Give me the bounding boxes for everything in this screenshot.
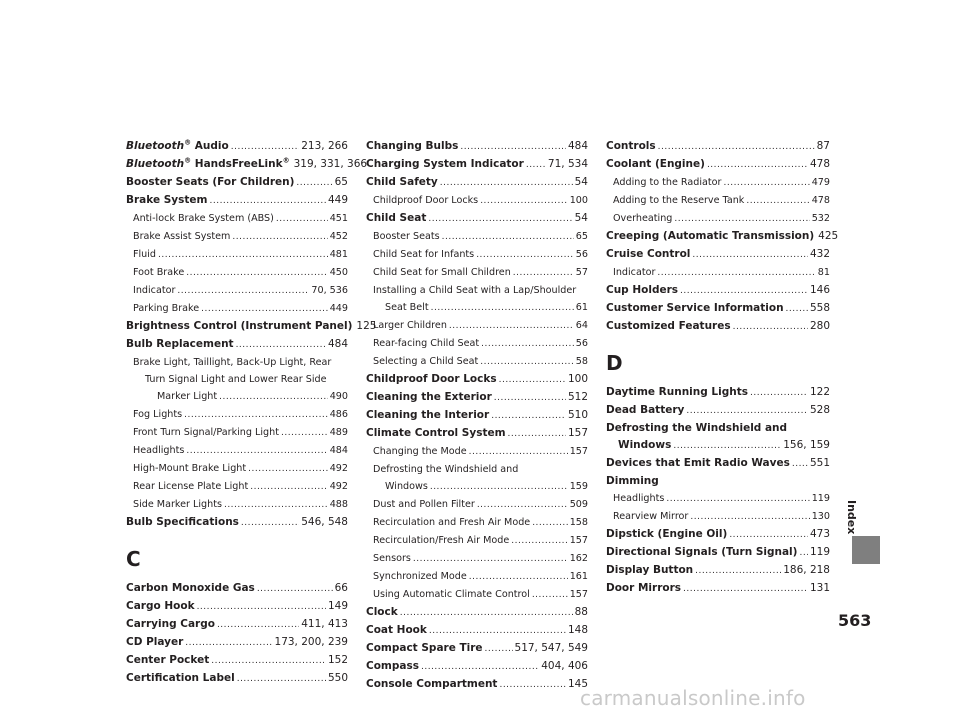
index-entry xyxy=(126,670,348,688)
index-entry xyxy=(366,604,588,622)
entry-title: Booster Seats (For Children) xyxy=(126,176,295,188)
entry-title: Cruise Control xyxy=(606,248,691,260)
entry-pages: 550 xyxy=(327,672,348,684)
section-letter-d: D xyxy=(606,351,623,375)
entry-pages: 70, 536 xyxy=(311,285,348,296)
entry-pages: 484 xyxy=(327,338,348,350)
entry-title: Bulb Specifications xyxy=(126,516,239,528)
entry-title: Climate Control System xyxy=(366,427,506,439)
entry-pages: 87 xyxy=(816,140,830,152)
index-subentry xyxy=(366,246,588,264)
entry-title: Audio xyxy=(191,140,229,152)
entry-title: Console Compartment xyxy=(366,678,498,690)
entry-title: Door Mirrors xyxy=(606,582,682,594)
index-subentry xyxy=(606,490,830,508)
registered-mark: ® xyxy=(184,138,192,147)
index-entry xyxy=(366,174,588,192)
entry-title: Controls xyxy=(606,140,656,152)
entry-title: HandsFreeLink xyxy=(191,158,283,170)
entry-title: Certification Label xyxy=(126,672,235,684)
index-entry xyxy=(606,526,830,544)
entry-pages: 489 xyxy=(329,427,348,438)
index-subentry xyxy=(366,550,588,568)
entry-pages: 65 xyxy=(575,231,588,242)
entry-pages: 81 xyxy=(817,267,830,278)
entry-title: Recirculation and Fresh Air Mode xyxy=(373,517,531,528)
entry-title: Cleaning the Exterior xyxy=(366,391,492,403)
entry-title: Cleaning the Interior xyxy=(366,409,490,421)
entry-pages: 54 xyxy=(574,176,588,188)
index-subentry xyxy=(366,228,588,246)
entry-pages: 450 xyxy=(329,267,348,278)
index-subentry xyxy=(126,228,348,246)
entry-title: Larger Children xyxy=(373,320,447,331)
entry-pages: 425 xyxy=(818,230,839,242)
entry-pages: 451 xyxy=(329,213,348,224)
entry-title: Changing the Mode xyxy=(373,446,467,457)
entry-pages: 130 xyxy=(811,511,830,522)
index-entry xyxy=(606,300,830,318)
entry-pages: 432 xyxy=(809,248,830,260)
index-column-2 xyxy=(366,138,588,694)
entry-title: Sensors xyxy=(373,553,411,564)
index-subentry xyxy=(126,496,348,514)
entry-title: Fog Lights xyxy=(133,409,183,420)
page-number: 563 xyxy=(838,611,872,630)
index-subentry-line: Installing a Child Seat with a Lap/Shoulder xyxy=(373,285,577,296)
index-subentry xyxy=(366,335,588,353)
entry-title: Dust and Pollen Filter xyxy=(373,499,475,510)
index-entry xyxy=(366,210,588,228)
entry-title: Directional Signals (Turn Signal) xyxy=(606,546,798,558)
entry-pages: 173, 200, 239 xyxy=(274,636,348,648)
index-entry xyxy=(126,634,348,652)
entry-pages: 517, 547, 549 xyxy=(514,642,588,654)
entry-pages: 54 xyxy=(574,212,588,224)
entry-title: Rear License Plate Light xyxy=(133,481,249,492)
index-entry xyxy=(366,676,588,694)
entry-pages: 119 xyxy=(809,546,830,558)
entry-pages: 319, 331, 366 xyxy=(293,158,368,170)
entry-pages: 157 xyxy=(567,427,588,439)
entry-pages: 65 xyxy=(334,176,348,188)
entry-title: Compact Spare Tire xyxy=(366,642,483,654)
entry-pages: 157 xyxy=(569,446,588,457)
index-entry xyxy=(606,437,830,455)
entry-title: Carrying Cargo xyxy=(126,618,215,630)
entry-title: Selecting a Child Seat xyxy=(373,356,479,367)
entry-title: Devices that Emit Radio Waves xyxy=(606,457,790,469)
index-subentry xyxy=(606,192,830,210)
index-subentry xyxy=(366,192,588,210)
entry-title: Child Seat for Small Children xyxy=(373,267,511,278)
index-subentry xyxy=(606,264,830,282)
index-entry xyxy=(366,371,588,389)
entry-pages: 186, 218 xyxy=(783,564,830,576)
entry-title: Center Pocket xyxy=(126,654,210,666)
index-subentry xyxy=(366,353,588,371)
entry-title: Parking Brake xyxy=(133,303,200,314)
entry-title: Windows xyxy=(385,481,428,492)
entry-pages: 484 xyxy=(567,140,588,152)
entry-pages: 481 xyxy=(329,249,348,260)
index-entry xyxy=(366,640,588,658)
entry-title: High-Mount Brake Light xyxy=(133,463,247,474)
index-subentry xyxy=(126,460,348,478)
index-subentry xyxy=(366,264,588,282)
index-side-tab-marker xyxy=(852,536,880,564)
index-entry xyxy=(126,580,348,598)
watermark: carmanualsonline.info xyxy=(580,686,806,710)
entry-title: Adding to the Reserve Tank xyxy=(613,195,745,206)
entry-pages: 149 xyxy=(327,600,348,612)
index-entry xyxy=(126,336,348,354)
index-subentry xyxy=(126,210,348,228)
index-subentry-line: Brake Light, Taillight, Back-Up Light, Rear xyxy=(133,357,332,368)
entry-pages: 61 xyxy=(575,302,588,313)
index-subentry xyxy=(366,299,588,317)
index-entry xyxy=(366,389,588,407)
entry-pages: 56 xyxy=(575,338,588,349)
entry-title: Adding to the Radiator xyxy=(613,177,722,188)
entry-title: Marker Light xyxy=(157,391,218,402)
entry-title: Rear-facing Child Seat xyxy=(373,338,480,349)
index-subentry xyxy=(606,508,830,526)
entry-pages: 157 xyxy=(569,535,588,546)
index-subentry-line: Turn Signal Light and Lower Rear Side xyxy=(145,374,327,385)
index-subentry xyxy=(126,406,348,424)
registered-mark: ® xyxy=(184,156,192,165)
index-subentry xyxy=(126,478,348,496)
entry-title: Compass xyxy=(366,660,419,672)
entry-title: Child Safety xyxy=(366,176,438,188)
index-subentry xyxy=(366,586,588,604)
index-subentry xyxy=(366,496,588,514)
entry-pages: 512 xyxy=(567,391,588,403)
entry-title: Cargo Hook xyxy=(126,600,195,612)
index-entry xyxy=(606,156,830,174)
entry-pages: 449 xyxy=(327,194,348,206)
entry-title: Booster Seats xyxy=(373,231,440,242)
entry-title: Customized Features xyxy=(606,320,731,332)
entry-pages: 532 xyxy=(811,213,830,224)
entry-pages: 56 xyxy=(575,249,588,260)
entry-pages: 509 xyxy=(569,499,588,510)
entry-title: Headlights xyxy=(133,445,185,456)
index-entry xyxy=(126,514,348,532)
entry-pages: 146 xyxy=(809,284,830,296)
entry-title: Changing Bulbs xyxy=(366,140,459,152)
entry-pages: 411, 413 xyxy=(301,618,348,630)
entry-title: Brake Assist System xyxy=(133,231,231,242)
index-side-tab-label: Index xyxy=(845,500,858,535)
entry-title: Anti-lock Brake System (ABS) xyxy=(133,213,274,224)
entry-pages: 558 xyxy=(809,302,830,314)
entry-pages: 119 xyxy=(811,493,830,504)
entry-title: CD Player xyxy=(126,636,184,648)
index-entry xyxy=(366,425,588,443)
index-subentry xyxy=(366,514,588,532)
index-subentry xyxy=(366,478,588,496)
index-subentry xyxy=(606,174,830,192)
entry-pages: 152 xyxy=(327,654,348,666)
index-subentry xyxy=(366,532,588,550)
entry-pages: 478 xyxy=(811,195,830,206)
entry-title: Seat Belt xyxy=(385,302,429,313)
index-entry xyxy=(366,156,588,174)
index-entry xyxy=(126,652,348,670)
index-subentry xyxy=(366,317,588,335)
index-entry xyxy=(606,138,830,156)
entry-pages: 156, 159 xyxy=(783,439,830,451)
index-entry xyxy=(126,192,348,210)
entry-title: Foot Brake xyxy=(133,267,185,278)
entry-pages: 449 xyxy=(329,303,348,314)
entry-pages: 58 xyxy=(575,356,588,367)
entry-pages: 158 xyxy=(569,517,588,528)
entry-pages: 125 xyxy=(356,320,377,332)
entry-title: Daytime Running Lights xyxy=(606,386,748,398)
entry-title: Dead Battery xyxy=(606,404,685,416)
entry-pages: 452 xyxy=(329,231,348,242)
entry-title: Indicator xyxy=(613,267,656,278)
entry-title: Clock xyxy=(366,606,398,618)
index-entry xyxy=(366,138,588,156)
index-subentry xyxy=(126,264,348,282)
index-subentry xyxy=(366,443,588,461)
registered-mark: ® xyxy=(282,156,290,165)
entry-title: Rearview Mirror xyxy=(613,511,689,522)
entry-pages: 131 xyxy=(809,582,830,594)
index-column-1 xyxy=(126,138,377,688)
index-entry xyxy=(606,402,830,420)
entry-pages: 486 xyxy=(329,409,348,420)
entry-title: Bulb Replacement xyxy=(126,338,234,350)
index-entry xyxy=(126,138,348,156)
entry-pages: 479 xyxy=(811,177,830,188)
index-column-3 xyxy=(606,138,839,598)
index-entry xyxy=(606,228,839,246)
entry-pages: 157 xyxy=(569,589,588,600)
entry-pages: 145 xyxy=(567,678,588,690)
entry-pages: 66 xyxy=(334,582,348,594)
index-entry xyxy=(126,598,348,616)
entry-pages: 57 xyxy=(575,267,588,278)
entry-pages: 280 xyxy=(809,320,830,332)
entry-title: Childproof Door Locks xyxy=(373,195,479,206)
index-entry xyxy=(366,658,588,676)
entry-title: Synchronized Mode xyxy=(373,571,467,582)
entry-title: Childproof Door Locks xyxy=(366,373,497,385)
index-subentry xyxy=(126,424,348,442)
index-subentry xyxy=(126,246,348,264)
entry-pages: 490 xyxy=(329,391,348,402)
entry-title: Windows xyxy=(618,439,672,451)
index-subentry xyxy=(126,300,348,318)
index-subentry xyxy=(366,568,588,586)
index-subentry xyxy=(126,442,348,460)
index-entry xyxy=(126,174,348,192)
entry-pages: 122 xyxy=(809,386,830,398)
entry-title: Brake System xyxy=(126,194,208,206)
index-entry xyxy=(366,622,588,640)
index-entry xyxy=(126,318,377,336)
entry-title: Cup Holders xyxy=(606,284,679,296)
entry-pages: 492 xyxy=(329,481,348,492)
entry-title: Coolant (Engine) xyxy=(606,158,705,170)
entry-pages: 546, 548 xyxy=(301,516,348,528)
entry-pages: 159 xyxy=(569,481,588,492)
entry-pages: 162 xyxy=(569,553,588,564)
entry-title: Charging System Indicator xyxy=(366,158,524,170)
index-entry xyxy=(606,318,830,336)
entry-pages: 148 xyxy=(567,624,588,636)
index-subentry xyxy=(126,282,348,300)
index-entry xyxy=(606,455,830,473)
index-entry xyxy=(126,616,348,634)
entry-title: Recirculation/Fresh Air Mode xyxy=(373,535,510,546)
index-entry xyxy=(606,246,830,264)
entry-title: Customer Service Information xyxy=(606,302,784,314)
index-entry xyxy=(606,544,830,562)
entry-title: Child Seat xyxy=(366,212,427,224)
entry-title: Bluetooth xyxy=(126,158,185,170)
index-entry-line: Defrosting the Windshield and xyxy=(606,422,788,434)
entry-pages: 492 xyxy=(329,463,348,474)
entry-pages: 213, 266 xyxy=(301,140,348,152)
section-letter-c: C xyxy=(126,547,141,571)
entry-pages: 404, 406 xyxy=(541,660,588,672)
entry-pages: 551 xyxy=(809,457,830,469)
entry-pages: 88 xyxy=(574,606,588,618)
entry-title: Creeping (Automatic Transmission) xyxy=(606,230,815,242)
index-subentry xyxy=(126,388,348,406)
entry-title: Child Seat for Infants xyxy=(373,249,475,260)
index-entry xyxy=(126,156,368,174)
entry-pages: 64 xyxy=(575,320,588,331)
entry-pages: 473 xyxy=(809,528,830,540)
index-entry xyxy=(606,562,830,580)
index-subentry-line: Defrosting the Windshield and xyxy=(373,464,519,475)
entry-title: Indicator xyxy=(133,285,176,296)
entry-pages: 488 xyxy=(329,499,348,510)
entry-title: Overheating xyxy=(613,213,673,224)
index-entry xyxy=(606,580,830,598)
index-subentry xyxy=(606,210,830,228)
entry-title: Fluid xyxy=(133,249,157,260)
entry-pages: 510 xyxy=(567,409,588,421)
entry-title: Using Automatic Climate Control xyxy=(373,589,530,600)
entry-title: Dipstick (Engine Oil) xyxy=(606,528,728,540)
entry-title: Front Turn Signal/Parking Light xyxy=(133,427,279,438)
index-entry xyxy=(606,282,830,300)
entry-title: Carbon Monoxide Gas xyxy=(126,582,255,594)
entry-pages: 528 xyxy=(809,404,830,416)
index-entry-line: Dimming xyxy=(606,475,659,487)
entry-pages: 484 xyxy=(329,445,348,456)
entry-title: Brightness Control (Instrument Panel) xyxy=(126,320,353,332)
entry-pages: 161 xyxy=(569,571,588,582)
entry-pages: 100 xyxy=(567,373,588,385)
entry-title: Coat Hook xyxy=(366,624,427,636)
entry-pages: 71, 534 xyxy=(547,158,588,170)
entry-title: Bluetooth xyxy=(126,140,185,152)
entry-title: Side Marker Lights xyxy=(133,499,222,510)
entry-pages: 100 xyxy=(569,195,588,206)
entry-title: Display Button xyxy=(606,564,694,576)
index-entry xyxy=(366,407,588,425)
index-entry xyxy=(606,384,830,402)
entry-pages: 478 xyxy=(809,158,830,170)
entry-title: Headlights xyxy=(613,493,665,504)
